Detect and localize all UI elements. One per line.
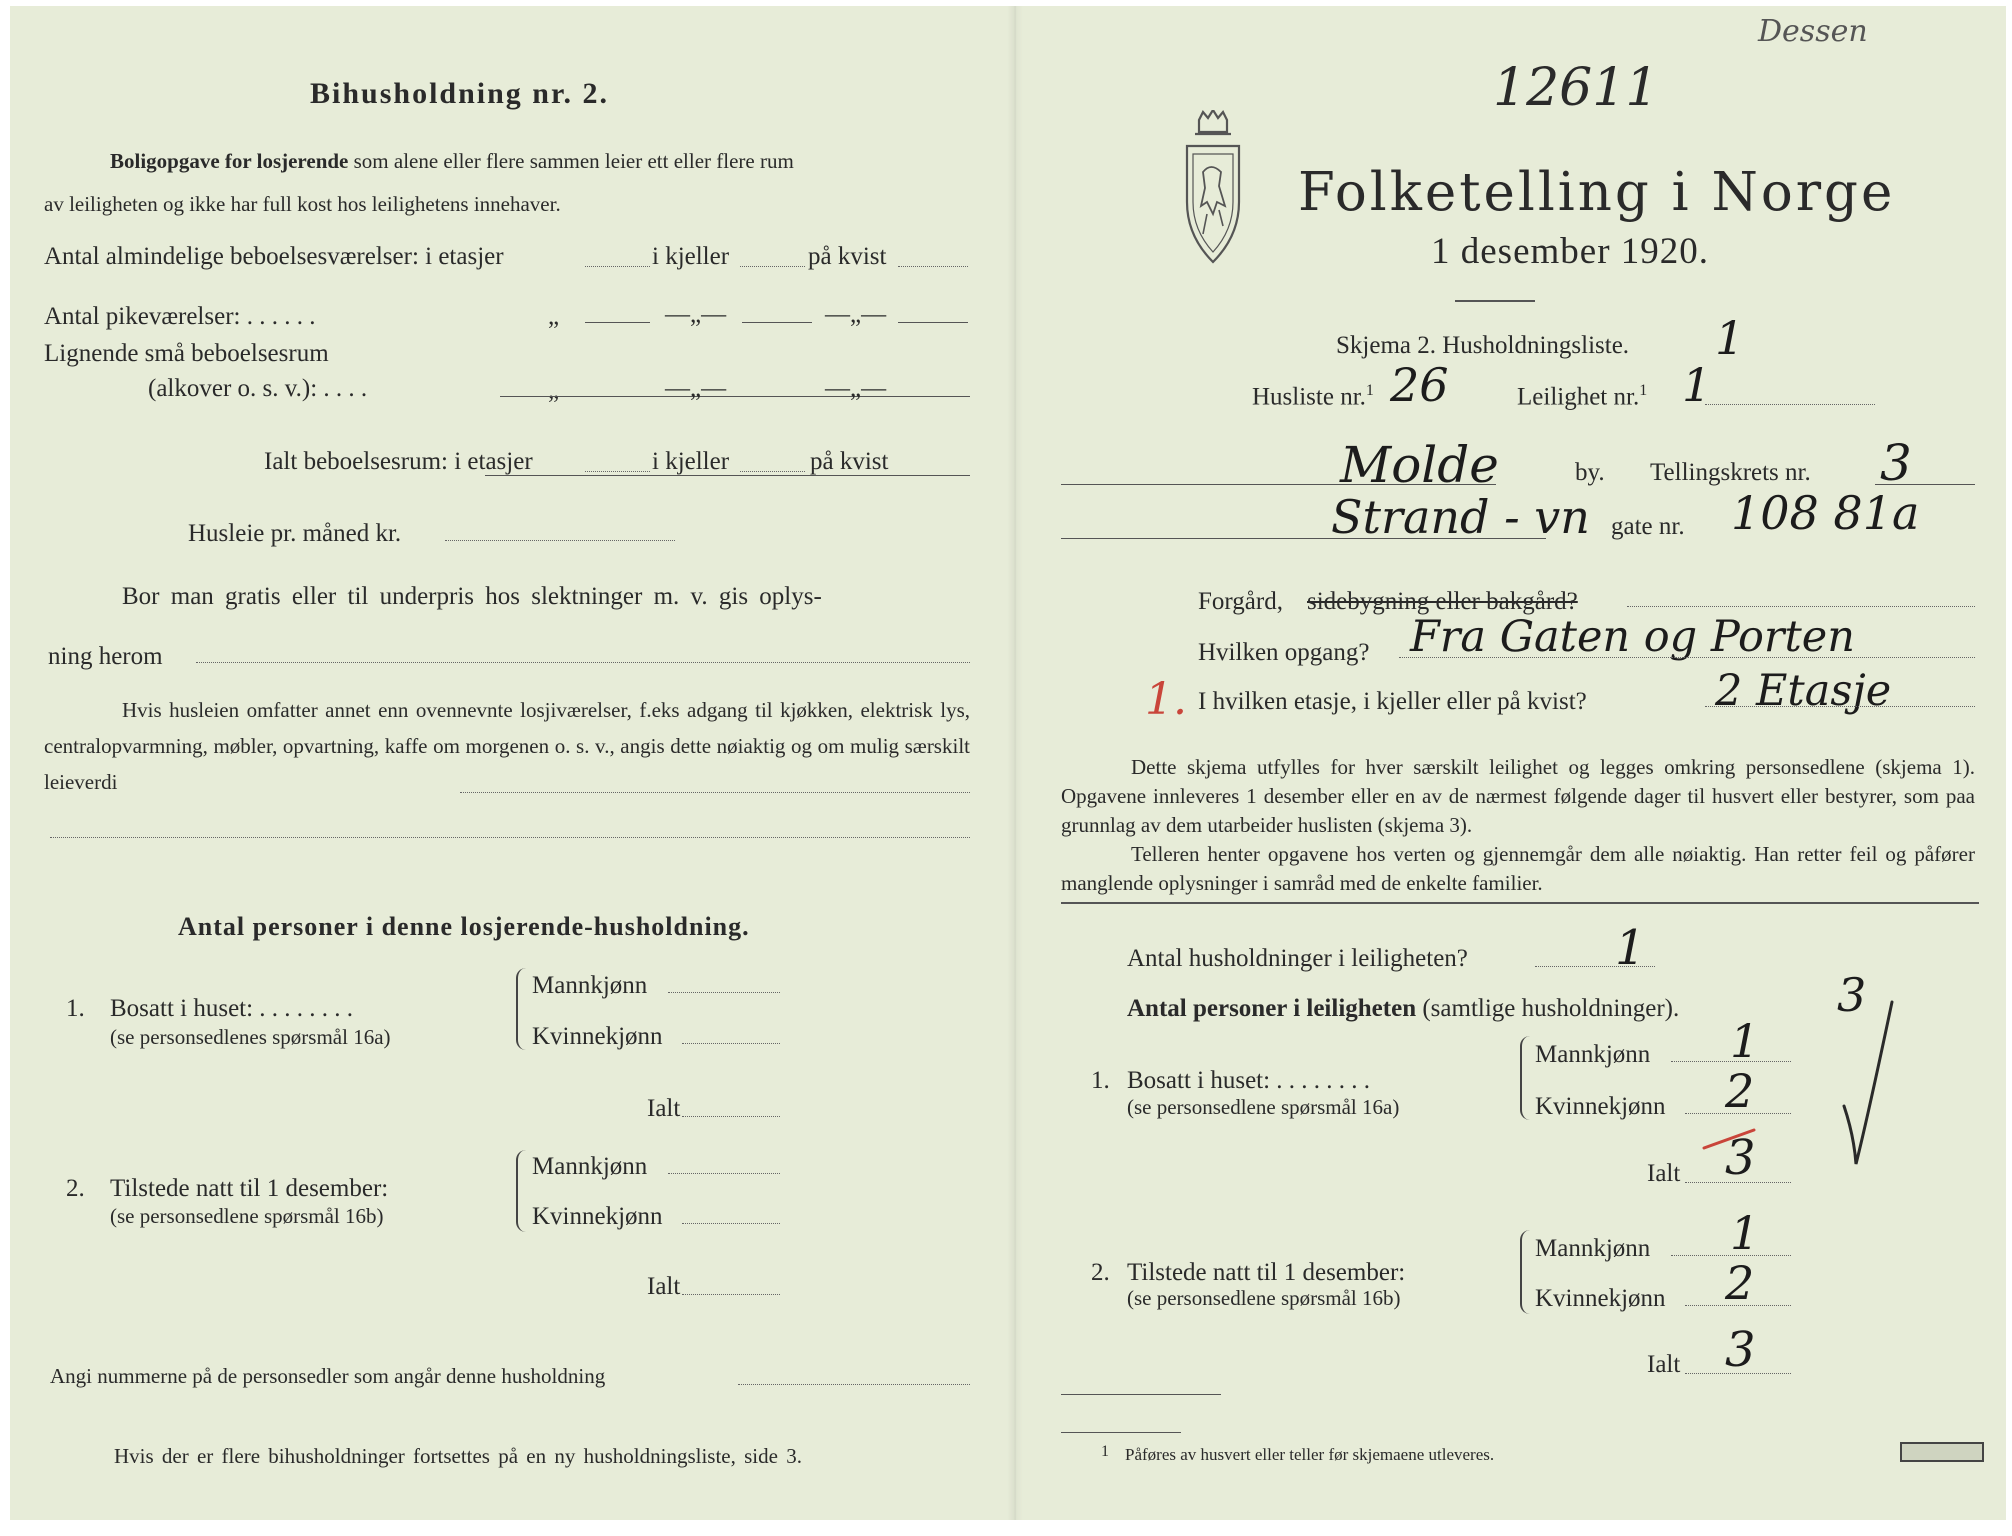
r-q2-brace [1520,1230,1532,1314]
q2-kvinne: Kvinnekjønn [532,1203,663,1230]
intro-line-2: av leiligheten og ikke har full kost hos leilighetens innehaver. [44,192,561,216]
q1-ialt: Ialt [647,1095,681,1122]
r-q2-sub: (se personsedlene spørsmål 16b) [1127,1286,1401,1310]
husliste-text: Husliste nr. [1252,383,1366,411]
intro-bold: Boligopgave for losjerende [110,149,349,173]
husleie-line [445,540,675,541]
tellingskrets-line [1875,484,1975,485]
r-q1-kvinne: Kvinnekjønn [1535,1093,1666,1120]
ialt-kvist: på kvist [810,448,889,475]
left-page [10,6,1015,1520]
r-q2-kvinne-line [1685,1305,1791,1306]
r-q1-ialt: Ialt [1647,1160,1681,1187]
r-q1-number: 1. [1091,1067,1110,1094]
top-corner-handwritten: Dessen [1758,14,1868,49]
ialt-kjeller: i kjeller [652,448,730,475]
r-q2-ialt: Ialt [1647,1351,1681,1378]
r-q2-mann: Mannkjønn [1535,1235,1651,1262]
intro-rest: som alene eller flere sammen leier ett eller flere rum [353,149,794,173]
ialt-underline [485,475,970,476]
husliste-sup: 1 [1365,382,1374,399]
top-number-handwritten: 12611 [1493,58,1659,118]
husholdninger-line [1535,966,1655,967]
info-paragraph-2: Telleren henter opgavene hos verten og gjennemgår dem alle nøiaktig. Han retter feil og påfører manglende oplysninger i samråd med de enkelte familier. [1061,842,1975,895]
leilighet-line [1705,404,1875,405]
r-q2-kvinne: Kvinnekjønn [1535,1285,1666,1312]
etasje-line [1705,706,1975,707]
angi-label: Angi nummerne på de personsedler som angår denne husholdning [50,1364,606,1388]
leilighet-nr-handwritten: 1 [1682,358,1712,412]
personer-title: Antal personer i denne losjerende-husholdning. [178,912,750,941]
check-mark [1838,996,1898,1176]
husliste-label [1252,383,1374,409]
tellingskrets-label: Tellingskrets nr. [1650,459,1811,486]
q2-ialt-line [682,1294,780,1295]
r-q2-mann-handwritten: 1 [1730,1206,1760,1260]
omfatter-paragraph: Hvis husleien omfatter annet enn ovennevnte losjiværelser, f.eks adgang til kjøkken, elektrisk lys, centralopvarmning, møbler, opvartning, kaffe om morgenen o. s. v., angis dette nøiaktig og om mulig særskilt leieverdi [44,698,970,794]
personer-bold: Antal personer i leiligheten [1127,995,1417,1022]
lignende-label-2: (alkover o. s. v.): . . . . [148,375,368,402]
r-q2-number: 2. [1091,1259,1110,1286]
pike-line-2 [742,322,812,323]
q1-label: Bosatt i huset: . . . . . . . . [110,995,354,1022]
forgard-label: Forgård, [1198,588,1283,615]
lignende-label-1: Lignende små beboelsesrum [44,340,329,367]
q1-kvinne: Kvinnekjønn [532,1023,663,1050]
intro-line-1 [110,151,794,172]
lignende-quote: „ [548,377,560,404]
q2-number: 2. [66,1175,85,1202]
r-q1-sub: (se personsedlene spørsmål 16a) [1127,1095,1400,1119]
r-q1-label: Bosatt i huset: . . . . . . . . [1127,1067,1371,1094]
gratis-line-2: ning herom [48,643,163,670]
r-q1-ialt-handwritten: 3 [1725,1130,1756,1186]
rooms-kjeller: i kjeller [652,243,730,270]
r-q1-kvinne-line [1685,1113,1791,1114]
right-page [1015,6,2006,1520]
census-form-sheet [10,6,2006,1520]
r-q1-mann: Mannkjønn [1535,1041,1651,1068]
gate-label: gate nr. [1611,513,1685,540]
q2-mann-line [668,1173,780,1174]
r-q2-kvinne-handwritten: 2 [1725,1256,1755,1310]
by-handwritten: Molde [1340,436,1499,494]
q1-number: 1. [66,995,85,1022]
q2-kvinne-line [682,1223,780,1224]
etasje-label: I hvilken etasje, i kjeller eller på kvist? [1198,688,1587,715]
q1-ialt-line [682,1116,780,1117]
r-q1-ialt-line [1685,1182,1791,1183]
omfatter-line [460,792,970,793]
by-line [1061,484,1496,485]
footnote-rule-1 [1061,1394,1221,1395]
title-rule [1455,300,1535,302]
ialt-etasjer-line [585,471,650,472]
footnote-text: Påføres av husvert eller teller før skjemaene utleveres. [1125,1445,1495,1464]
lignende-dash-1: —„— [665,375,727,402]
leilighet-sup: 1 [1639,382,1648,399]
husleie-label: Husleie pr. måned kr. [188,520,402,547]
form-date: 1 desember 1920. [1431,231,1710,272]
pike-label: Antal pikeværelser: . . . . . . [44,303,316,330]
footnote-rule-2 [1061,1432,1181,1433]
q1-mann-line [668,992,780,993]
forgard-line [1627,606,1975,607]
q1-mann: Mannkjønn [532,972,648,999]
personer-rest: (samtlige husholdninger). [1422,995,1680,1022]
rooms-kvist-line [898,266,968,267]
husholdninger-label: Antal husholdninger i leiligheten? [1127,945,1468,972]
rooms-kvist: på kvist [808,243,887,270]
pike-line-1 [585,322,650,323]
info-paragraph-1: Dette skjema utfylles for hver særskilt leilighet og legges omkring personsedlene (skjema 1). Opgavene innleveres 1 desember eller en av de nærmest følgende dager til husvert eller bestyrer, som paa grunnlag av dem utarbeider huslisten (skjema 3). [1061,755,1975,837]
etasje-handwritten: 2 Etasje [1715,666,1892,716]
r-q2-ialt-handwritten: 3 [1725,1322,1756,1378]
r-q2-label: Tilstede natt til 1 desember: [1127,1259,1406,1286]
leilighet-text: Leilighet nr. [1517,383,1640,411]
gate-nr-handwritten: 108 81a [1731,486,1920,540]
gratis-line-1: Bor man gratis eller til underpris hos slektninger m. v. gis oplys- [122,583,822,610]
ialt-kjeller-line [740,471,805,472]
q1-sub: (se personsedlenes spørsmål 16a) [110,1025,391,1049]
r-q1-mann-line [1671,1061,1791,1062]
gate-handwritten: Strand - vn [1331,490,1590,544]
opgang-label: Hvilken opgang? [1198,639,1370,666]
gate-line [1061,538,1546,539]
norway-coat-of-arms-icon [1173,110,1253,270]
pike-quote: „ [548,303,560,330]
pike-dash-2: —„— [825,301,887,328]
etasje-red-mark: 1. [1145,674,1187,725]
opgang-handwritten: Fra Gaten og Porten [1410,612,1855,662]
rooms-etasjer-line [585,266,650,267]
lignende-underline [500,396,970,397]
sidebygning-struck: sidebygning eller bakgård? [1307,588,1578,615]
husholdninger-handwritten: 1 [1615,920,1646,976]
q2-sub: (se personsedlene spørsmål 16b) [110,1204,384,1228]
flere-note: Hvis der er flere bihusholdninger fortsettes på en ny husholdningsliste, side 3. [114,1444,802,1468]
personer-total-handwritten: 3 [1837,968,1867,1022]
rooms-label: Antal almindelige beboelsesværelser: i etasjer [44,243,504,270]
bihusholdning-title: Bihusholdning nr. 2. [310,77,610,110]
q2-brace [516,1150,528,1232]
opgang-line [1399,657,1975,658]
footnote-marker: 1 [1101,1443,1109,1460]
r-q1-mann-handwritten: 1 [1730,1014,1760,1068]
q2-ialt: Ialt [647,1273,681,1300]
q2-mann: Mannkjønn [532,1153,648,1180]
q1-kvinne-line [682,1043,780,1044]
r-q1-kvinne-handwritten: 2 [1725,1064,1755,1118]
tellingskrets-handwritten: 3 [1880,434,1912,492]
leilighet-label [1517,383,1647,409]
husliste-nr-handwritten: 26 [1390,358,1449,412]
r-q1-brace [1520,1036,1532,1120]
gratis-line [196,662,970,663]
r-q2-ialt-line [1685,1373,1791,1374]
skjema-label: Skjema 2. Husholdningsliste. [1336,332,1630,359]
by-label: by. [1575,459,1605,486]
form-title: Folketelling i Norge [1298,162,1896,223]
q2-label: Tilstede natt til 1 desember: [110,1175,389,1202]
printer-stamp [1900,1442,1984,1462]
pike-dash-1: —„— [665,301,727,328]
pike-line-3 [898,322,968,323]
lignende-dash-2: —„— [825,375,887,402]
angi-line [738,1384,970,1385]
red-check-stroke [1700,1126,1760,1151]
info-rule [1061,902,1979,904]
q1-brace [516,968,528,1050]
ialt-rooms-label: Ialt beboelsesrum: i etasjer [264,448,533,475]
personer-label [1127,996,1679,1021]
omfatter-line-2 [50,837,970,838]
skjema-nr-handwritten: 1 [1715,311,1745,365]
rooms-kjeller-line [740,266,805,267]
